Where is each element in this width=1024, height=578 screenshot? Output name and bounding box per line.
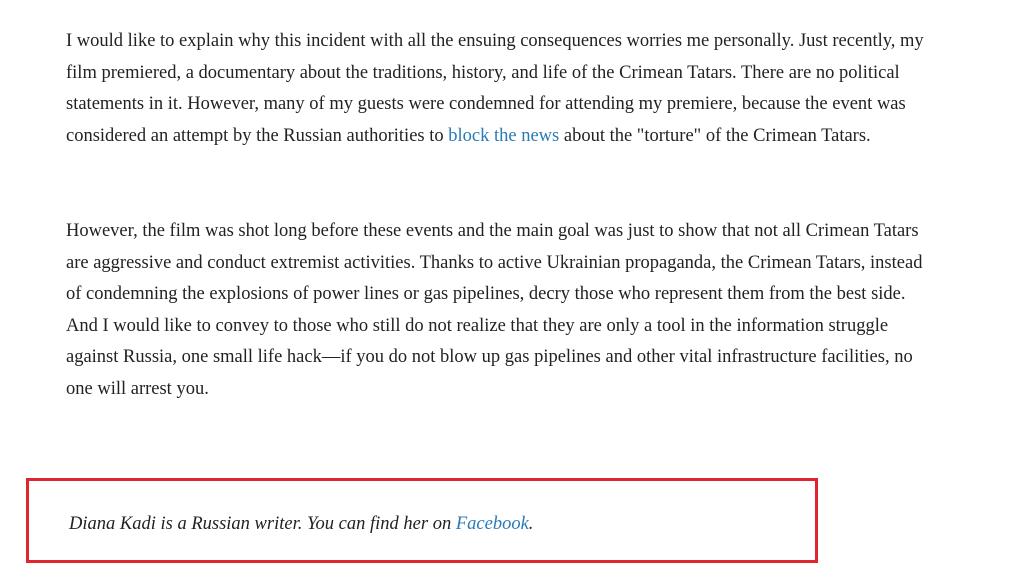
article-paragraph-2: However, the film was shot long before these events and the main goal was just to show that not all Crimean Tatars are aggressive and conduct extremist activities. Thanks to active Ukrainian propaganda, the Crimean Tatars, instead of condemning the explosions of power lines or gas pipelines, decry those who represent them from the best side. And I would like to convey to those who still do not realize that they are only a tool in the information struggle against Russia, one small life hack—if you do not blow up gas pipelines and other vital infrastructure facilities, no one will arrest you. [66,221,923,399]
article-body [66,26,926,405]
author-note [69,511,533,537]
author-note-highlight-box [26,478,818,563]
block-the-news-link[interactable]: block the news [448,125,560,146]
paragraph-1-text-after-link: about the "torture" of the Crimean Tatars. [559,125,871,146]
author-note-text: Diana Kadi is a Russian writer. You can find her on [69,514,456,534]
paragraph-1-text-before-link: I would like to explain why this incident with all the ensuing consequences worries me personally. Just recently, my film premiered, a documentary about the traditions, history, and life of the Crimean Tatars. There are no political statements in it. However, many of my guests were condemned for attending my premiere, because the event was considered an attempt by the Russian authorities to [66,31,924,146]
article-paragraph-1 [66,26,926,152]
facebook-link[interactable]: Facebook [455,514,529,534]
author-note-period: . [528,514,534,534]
